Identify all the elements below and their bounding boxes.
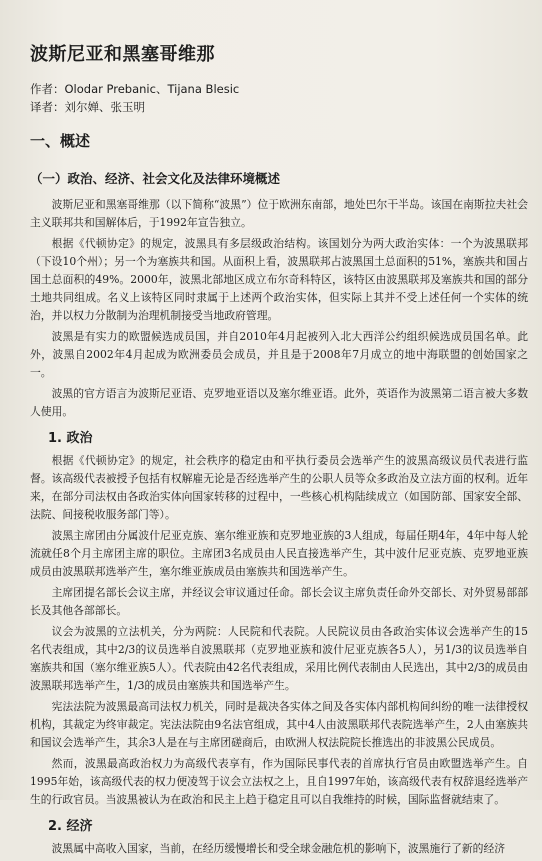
paragraph: 然而，波黑最高政治权力为高级代表享有，作为国际民事代表的首席执行官员由欧盟选举产生。自1995年始，该高级代表的权力便凌驾于议会立法权之上，且自1997年始，该高级代表有权辞退经选举产生的行政官员。当波黑被认为在政治和民主上趋于稳定且可以自我维持的时候，国际监督就结束了。 xyxy=(30,757,528,806)
chapter-title: 波斯尼亚和黑塞哥维那 xyxy=(30,44,215,65)
subsection-heading-economy: 2. 经济 xyxy=(48,819,93,834)
translator-names: 刘尔婵、张玉明 xyxy=(64,100,145,114)
paragraph: 主席团提名部长会议主席，并经议会审议通过任命。部长会议主席负责任命外交部长、对外贸易部部长及其他各部部长。 xyxy=(30,586,528,617)
translator-label: 译者： xyxy=(30,100,65,114)
paragraph: 议会为波黑的立法机关，分为两院：人民院和代表院。人民院议员由各政治实体议会选举产生的15名代表组成，其中2/3的议员选举自波黑联邦（克罗地亚族和波什尼亚克族各5人），另1/3的议员选举自塞族共和国（塞尔维亚族5人）。代表院由42名代表组成，采用比例代表制由人民选出，其中2/3的成员由波黑联邦选举产生，1/3的成员由塞族共和国选举产生。 xyxy=(30,625,528,692)
paragraph: 根据《代顿协定》的规定，波黑具有多层级政治结构。该国划分为两大政治实体：一个为波黑联邦（下设10个州）；另一个为塞族共和国。从面积上看，波黑联邦占波黑国土总面积的51%，塞族共和国占国土总面积的49%。2000年，波黑北部地区成立布尔奇科特区，该特区由波黑联邦及塞族共和国的部分土地共同组成。名义上该特区同时隶属于上述两个政治实体，但实际上其并不受上述任何一个实体的统治，并以权力分散制为治理机制接受当地政府管理。 xyxy=(30,237,528,322)
paragraph: 波黑的官方语言为波斯尼亚语、克罗地亚语以及塞尔维亚语。此外，英语作为波黑第二语言被大多数人使用。 xyxy=(30,387,528,418)
paragraph: 宪法法院为波黑最高司法权力机关，同时是裁决各实体之间及各实体内部机构间纠纷的唯一法律授权机构，其裁定为终审裁定。宪法法院由9名法官组成，其中4人由波黑联邦代表院选举产生，2人由塞族共和国议会选举产生，其余3人是在与主席团磋商后，由欧洲人权法院院长推选出的非波黑公民成员。 xyxy=(30,700,528,749)
paragraph: 根据《代顿协定》的规定，社会秩序的稳定由和平执行委员会选举产生的波黑高级议员代表进行监督。该高级代表被授予包括有权解雇无论是否经选举产生的公职人员等众多政治及立法方面的权利。近年来，在部分司法权由各政治实体向国家转移的过程中，一些核心机构陆续成立（如国防部、国家安全部、法院、间接税收服务部门等）。 xyxy=(30,454,528,521)
section-heading-overview: 一、概述 xyxy=(30,132,91,150)
author-label: 作者： xyxy=(30,82,65,96)
subsection-heading-environment: （一）政治、经济、社会文化及法律环境概述 xyxy=(30,171,281,186)
author-line xyxy=(30,80,528,98)
translator-line xyxy=(30,98,528,116)
paragraph: 波黑主席团由分属波什尼亚克族、塞尔维亚族和克罗地亚族的3人组成，每届任期4年，4年中每人轮流就任8个月主席团主席的职位。主席团3名成员由人民直接选举产生，其中波什尼亚克族、克罗地亚族成员由波黑联邦选举产生，塞尔维亚族成员由塞族共和国选举产生。 xyxy=(30,529,528,578)
subsection-heading-politics: 1. 政治 xyxy=(48,431,93,446)
page-content xyxy=(30,40,528,861)
author-names: Olodar Prebanic、Tijana Blesic xyxy=(64,82,240,96)
paragraph: 波黑是有实力的欧盟候选成员国，并自2010年4月起被列入北大西洋公约组织候选成员国名单。此外，波黑自2002年4月起成为欧洲委员会成员，并且是于2008年7月成立的地中海联盟的创始国家之一。 xyxy=(30,330,528,379)
paragraph: 波斯尼亚和黑塞哥维那（以下简称“波黑”）位于欧洲东南部，地处巴尔干半岛。该国在南斯拉夫社会主义联邦共和国解体后，于1992年宣告独立。 xyxy=(30,198,528,229)
paragraph: 波黑属中高收入国家，当前，在经历缓慢增长和受全球金融危机的影响下，波黑施行了新的经济 xyxy=(51,842,506,855)
